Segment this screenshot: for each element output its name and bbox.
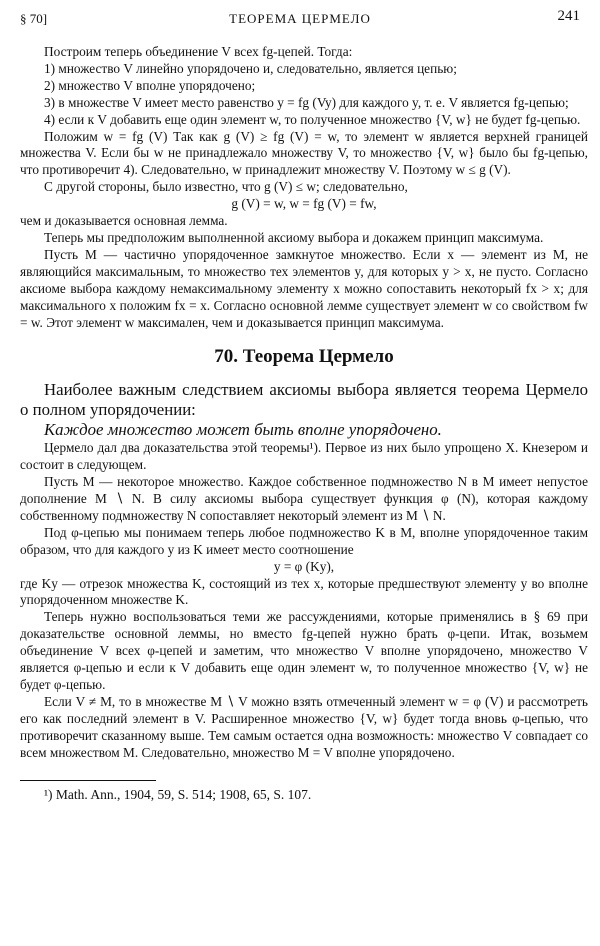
- paragraph: Положим w = fg (V) Так как g (V) ≥ fg (V) = w, то элемент w является верхней границей множества V. Если бы w не принадлежало множеству V, то множество {V, w} было бы fg-цепью, что противоречит 4). Следовательно, w принадлежит множеству V. Поэтому w ≤ g (V).: [20, 128, 588, 178]
- paragraph: чем и доказывается основная лемма.: [20, 213, 228, 229]
- list-item: 4) если к V добавить еще один элемент w, то полученное множество {V, w} не будет fg-цепью.: [44, 111, 581, 127]
- page-number: 241: [557, 8, 580, 24]
- formula: y = φ (Ky),: [273, 558, 335, 574]
- footnote: ¹) Math. Ann., 1904, 59, S. 514; 1908, 65, S. 107.: [44, 786, 312, 802]
- paragraph: Цермело дал два доказательства этой теоремы¹). Первое из них было упрощено Х. Кнезером и состоит в следующем.: [20, 440, 588, 473]
- list-item: 3) в множестве V имеет место равенство y = fg (Vy) для каждого y, т. е. V является fg-цепью;: [44, 94, 569, 110]
- paragraph: Пусть M — частично упорядоченное замкнутое множество. Если x — элемент из M, не являющийся максимальным, то множество тех элементов y, для которых y > x, не пусто. Согласно аксиоме выбора каждому немаксимальному элементу x можно сопоставить некоторый fx > x; для максимального x положим fx = x. Согласно основной лемме существует элемент w со свойством fw = w. Этот элемент w максимален, чем и доказывается принцип максимума.: [20, 246, 588, 330]
- theorem-statement: Каждое множество может быть вполне упорядочено.: [44, 420, 442, 440]
- page-body: [20, 44, 588, 803]
- paragraph: Если V ≠ M, то в множестве M ∖ V можно взять отмеченный элемент w = φ (V) и рассмотреть его как последний элемент в V. Расширенное множество {V, w} будет тогда вновь φ-цепью, что противоречит сказанному выше. Тем самым остается одна возможность: множество V совпадает со всем множеством M. Следовательно, множество M = V вполне упорядочено.: [20, 693, 588, 760]
- list-item: 1) множество V линейно упорядочено и, следовательно, является цепью;: [44, 60, 457, 76]
- list-item: 2) множество V вполне упорядочено;: [44, 77, 256, 93]
- paragraph: С другой стороны, было известно, что g (V) ≤ w; следовательно,: [44, 179, 408, 195]
- paragraph: Теперь нужно воспользоваться теми же рассуждениями, которые применялись в § 69 при доказательстве основной леммы, но вместо fg-цепей нужно брать φ-цепи. Итак, возьмем объединение V всех φ-цепей и заметим, что множество V вполне упорядочено, множество V является φ-цепью и если к V добавить еще один элемент w, то полученное множество {V, w} не будет φ-цепью.: [20, 609, 588, 692]
- footnote-rule: [20, 780, 156, 781]
- running-header: [20, 8, 580, 30]
- paragraph: Под φ-цепью мы понимаем теперь любое подмножество K в M, вполне упорядоченное таким образом, что для каждого y из K имеет место соотношение: [20, 524, 588, 557]
- lead-paragraph: Наиболее важным следствием аксиомы выбора является теорема Цермело о полном упорядочении:: [20, 380, 588, 420]
- formula: g (V) = w, w = fg (V) = fw,: [231, 196, 377, 212]
- paragraph: Теперь мы предположим выполненной аксиому выбора и докажем принцип максимума.: [44, 229, 544, 245]
- paragraph: Построим теперь объединение V всех fg-цепей. Тогда:: [44, 44, 353, 59]
- section-heading: 70. Теорема Цермело: [214, 346, 394, 368]
- paragraph: где Ky — отрезок множества K, состоящий из тех x, которые предшествуют элементу y во вполне упорядоченном множестве K.: [20, 575, 588, 608]
- running-title: ТЕОРЕМА ЦЕРМЕЛО: [229, 11, 371, 26]
- section-marker: § 70]: [20, 11, 48, 26]
- paragraph: Пусть M — некоторое множество. Каждое собственное подмножество N в M имеет непустое дополнение M ∖ N. В силу аксиомы выбора существует функция φ (N), которая каждому собственному подмножеству N сопоставляет некоторый элемент из M ∖ N.: [20, 474, 588, 523]
